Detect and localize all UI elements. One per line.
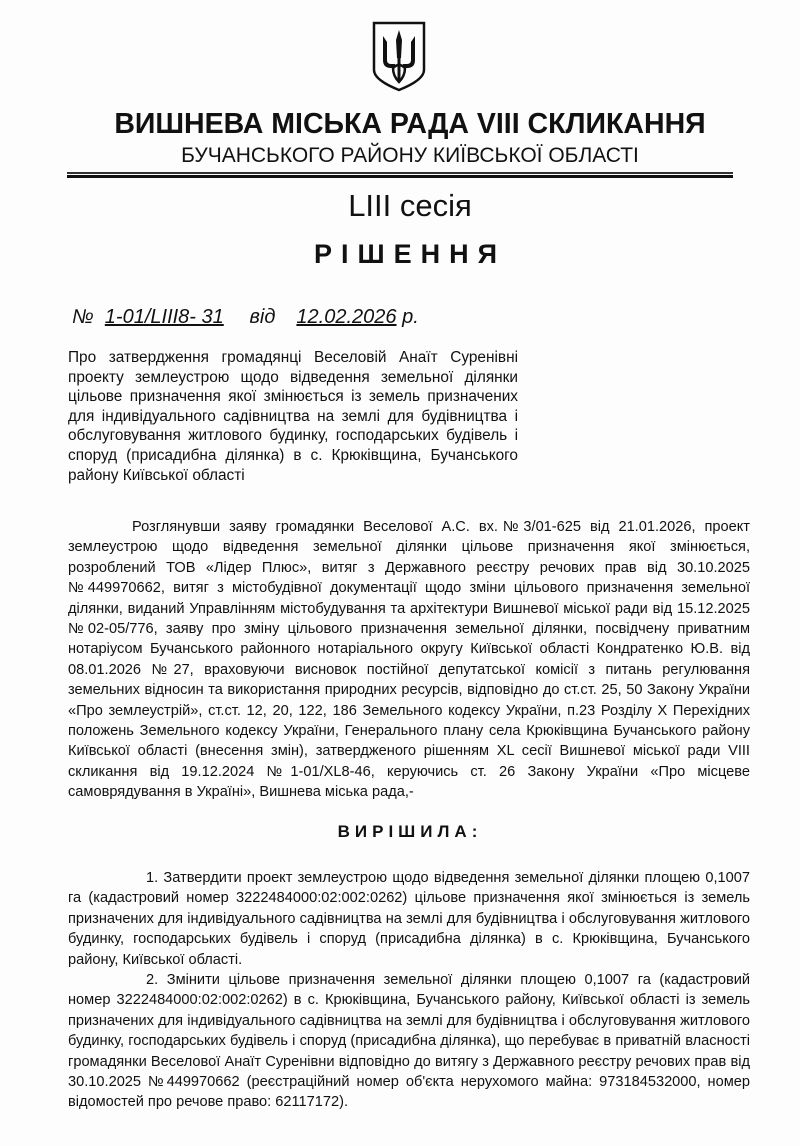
resolution-items: [68, 868, 750, 1113]
document-type-heading: РІШЕННЯ: [313, 239, 507, 269]
document-number-line: [72, 306, 419, 329]
header-divider-thick: [67, 175, 733, 178]
date-label: від: [249, 306, 276, 328]
document-number: 1-01/LIII8- 31: [104, 306, 224, 328]
trident-coat-of-arms-icon: [371, 20, 427, 92]
resolution-item: 2. Змінити цільове призначення земельної ділянки площею 0,1007 га (кадастровий номер 3222484000:02:002:0262) в с. Крюківщина, Бучанського району, Київської області із земель призначених для індивідуального садівництва на землі для будівництва і обслуговування житлового будинку, господарських будівель і споруд (присадибна ділянка), що перебуває в приватній власності громадянки Веселової Анаїт Суренівни відповідно до витягу з Державного реєстру речових прав від 30.10.2025 №449970662 (реєстраційний номер об'єкта нерухомого майна: 973184532000, номер відомостей про речове право: 62117172).: [68, 972, 750, 1111]
resolution-item: 1. Затвердити проект землеустрою щодо відведення земельної ділянки площею 0,1007 га (кадастровий номер 3222484000:02:002:0262) цільове призначення якої змінюється із земель призначених для індивідуального садівництва на землі для будівництва і обслуговування житлового будинку, господарських будівель і споруд (присадибна ділянка) в с. Крюківщина, Бучанського району, Київської області.: [68, 870, 750, 968]
council-subtitle: БУЧАНСЬКОГО РАЙОНУ КИЇВСЬКОЇ ОБЛАСТІ: [181, 144, 639, 167]
decision-subject: Про затвердження громадянці Веселовій Анаїт Суренівні проекту землеустрою щодо відведення земельної ділянки цільове призначення якої змінюється із земель призначених для індивідуального садівництва на землі для будівництва і обслуговування житлового будинку, господарських будівель і споруд (присадибна ділянка) в с. Крюківщина, Бучанського району Київської області: [68, 349, 518, 484]
number-label: №: [72, 306, 94, 328]
preamble-paragraph: Розглянувши заяву громадянки Веселової А.С. вх.№3/01-625 від 21.01.2026, проект землеустрою щодо відведення земельної ділянки цільове призначення якої змінюється, розроблений ТОВ «Лідер Плюс», витяг з Державного реєстру речових прав від 30.10.2025 №449970662, витяг з містобудівної документації щодо зміни цільового призначення земельної ділянки, виданий Управлінням містобудування та архітектури Вишневої міської ради від 15.12.2025 №02-05/776, заяву про зміну цільового призначення земельної ділянки, посвідчену приватним нотаріусом Бучанського районного нотаріального округу Київської області Кондратенко Ю.В. від 08.01.2026 №27, враховуючи висновок постійної депутатської комісії з питань регулювання земельних відносин та використання природних ресурсів, відповідно до ст.ст. 25, 50 Закону України «Про землеустрій», ст.ст. 12, 20, 122, 186 Земельного кодексу України, п.23 Розділу Х Перехідних положень Земельного кодексу України, Генерального плану села Крюківщина Бучанського району Київської області (внесення змін), затвердженого рішенням XL сесії Вишневої міської ради VIII скликання від 19.12.2024 №1-01/XL8-46, керуючись ст. 26 Закону України «Про місцеве самоврядування в Україні», Вишнева міська рада,-: [68, 519, 750, 801]
date-suffix: р.: [402, 306, 419, 328]
header-divider-thin: [67, 172, 733, 174]
council-title: ВИШНЕВА МІСЬКА РАДА VIII СКЛИКАННЯ: [114, 108, 706, 140]
resolved-heading: ВИРІШИЛА:: [337, 822, 483, 841]
document-date: 12.02.2026: [296, 306, 397, 328]
session-label: LIII сесія: [348, 188, 472, 223]
